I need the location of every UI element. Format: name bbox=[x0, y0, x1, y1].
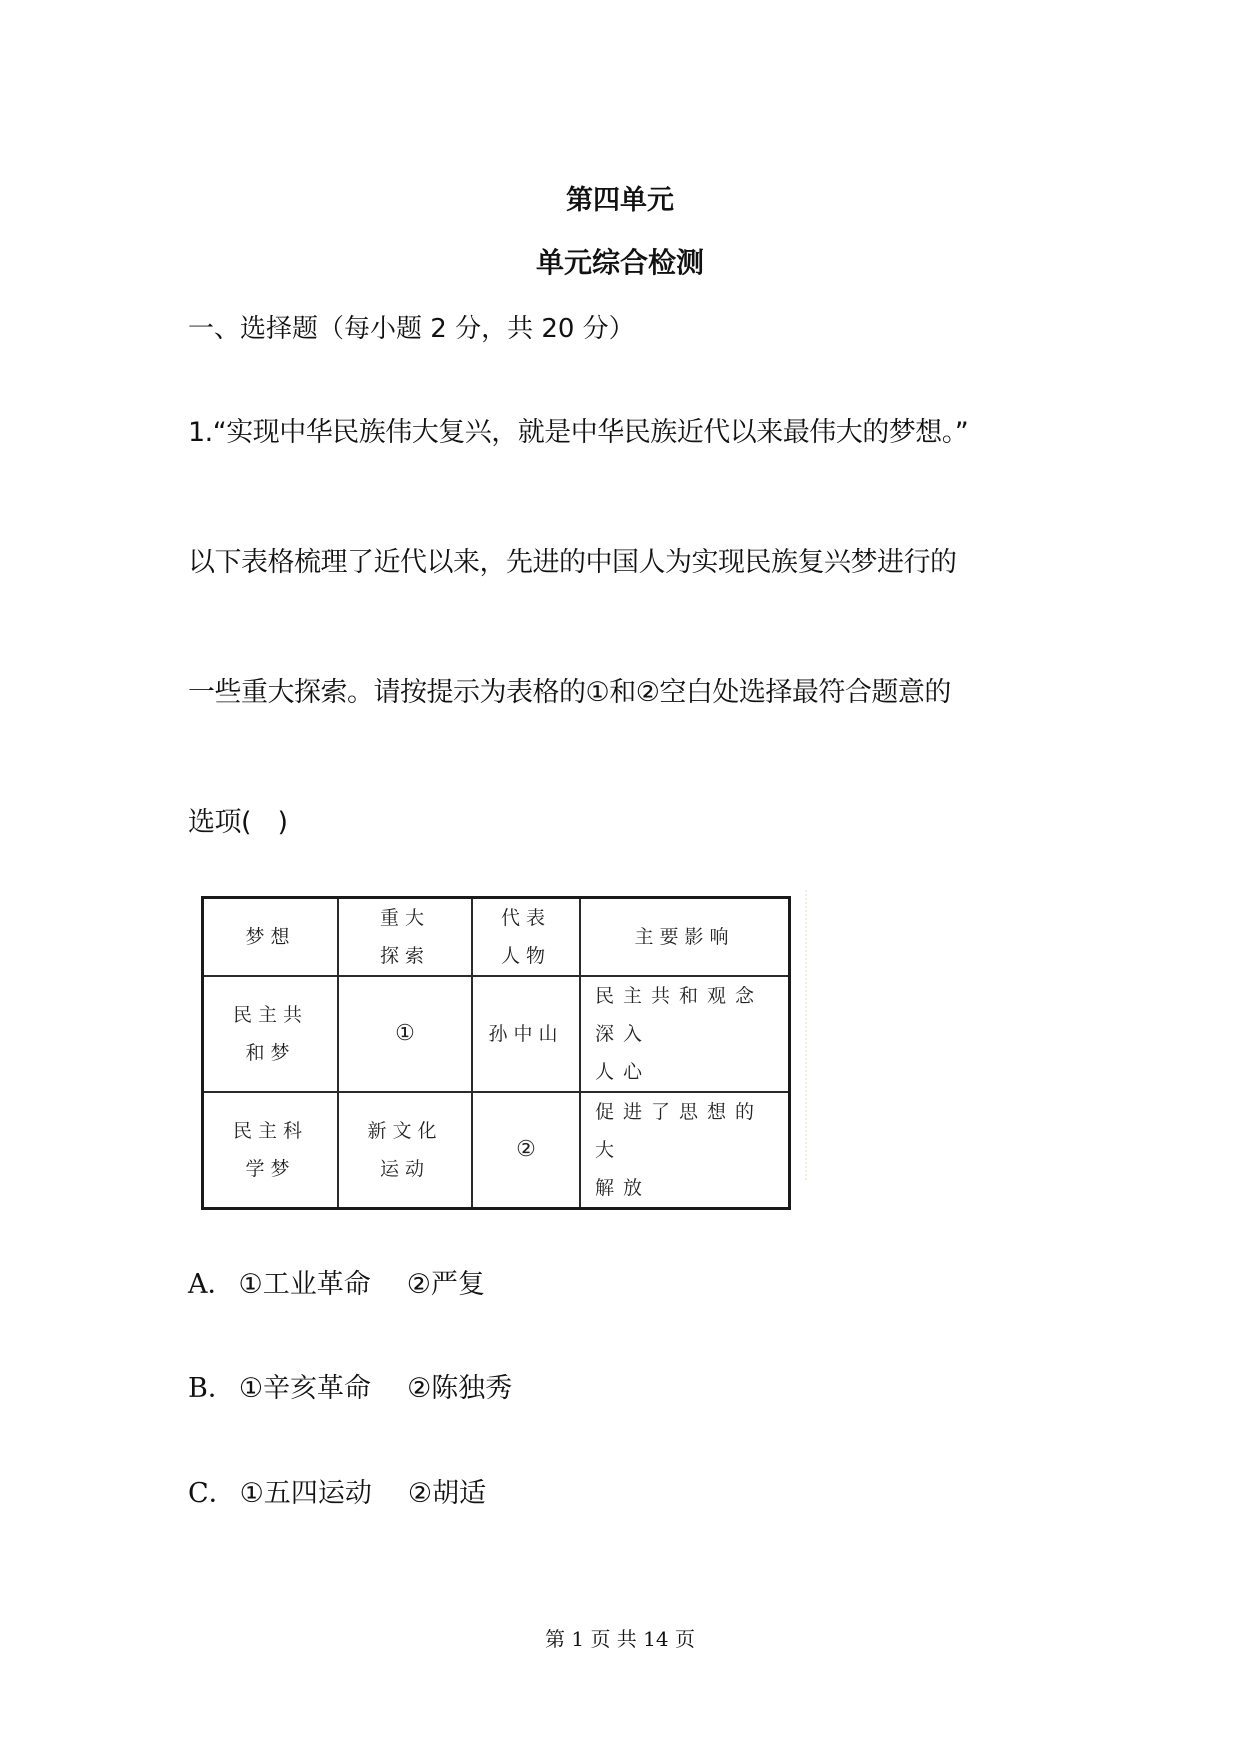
section-heading: 一、选择题（每小题 2 分，共 20 分） bbox=[188, 314, 635, 344]
option-second: ②陈独秀 bbox=[407, 1373, 513, 1404]
table-header-row bbox=[203, 898, 790, 977]
option-a[interactable] bbox=[188, 1262, 485, 1301]
table-row bbox=[203, 976, 790, 1092]
option-letter: C． bbox=[188, 1478, 236, 1509]
cell-blank-1: ① bbox=[338, 976, 472, 1092]
question-1-line-4: 选项( ) bbox=[188, 807, 288, 838]
option-b[interactable] bbox=[188, 1366, 512, 1405]
dream-exploration-table bbox=[201, 896, 791, 1210]
cell-figure: 孙中山 bbox=[472, 976, 580, 1092]
cell-exploration: 新文化 运动 bbox=[338, 1092, 472, 1209]
table-row bbox=[203, 1092, 790, 1209]
option-second: ②严复 bbox=[406, 1269, 485, 1300]
document-subtitle: 单元综合检测 bbox=[535, 246, 704, 279]
cell-dream: 民主科 学梦 bbox=[203, 1092, 339, 1209]
cell-blank-2: ② bbox=[472, 1092, 580, 1209]
option-letter: A． bbox=[188, 1269, 235, 1300]
document-title: 第四单元 bbox=[566, 185, 674, 216]
option-second: ②胡适 bbox=[407, 1478, 487, 1509]
cell-impact: 促进了思想的大 解放 bbox=[580, 1092, 790, 1209]
table-image-edge bbox=[805, 890, 809, 1180]
question-1-line-2: 以下表格梳理了近代以来，先进的中国人为实现民族复兴梦进行的 bbox=[188, 547, 957, 578]
header-dream: 梦想 bbox=[203, 898, 339, 977]
option-letter: B． bbox=[188, 1373, 235, 1404]
option-first: ①辛亥革命 bbox=[238, 1373, 372, 1404]
header-figure: 代表 人物 bbox=[472, 898, 580, 977]
option-first: ①五四运动 bbox=[239, 1478, 372, 1509]
cell-impact: 民主共和观念深入 人心 bbox=[580, 976, 790, 1092]
question-table bbox=[201, 896, 791, 1199]
cell-dream: 民主共 和梦 bbox=[203, 976, 339, 1092]
option-first: ①工业革命 bbox=[238, 1269, 371, 1300]
header-impact: 主要影响 bbox=[580, 898, 790, 977]
question-1-line-1: 1.“实现中华民族伟大复兴，就是中华民族近代以来最伟大的梦想。” bbox=[188, 417, 969, 448]
header-exploration: 重大 探索 bbox=[338, 898, 472, 977]
option-c[interactable] bbox=[188, 1471, 486, 1510]
question-1-line-3: 一些重大探索。请按提示为表格的①和②空白处选择最符合题意的 bbox=[188, 677, 951, 708]
page-footer: 第 1 页 共 14 页 bbox=[545, 1627, 695, 1651]
